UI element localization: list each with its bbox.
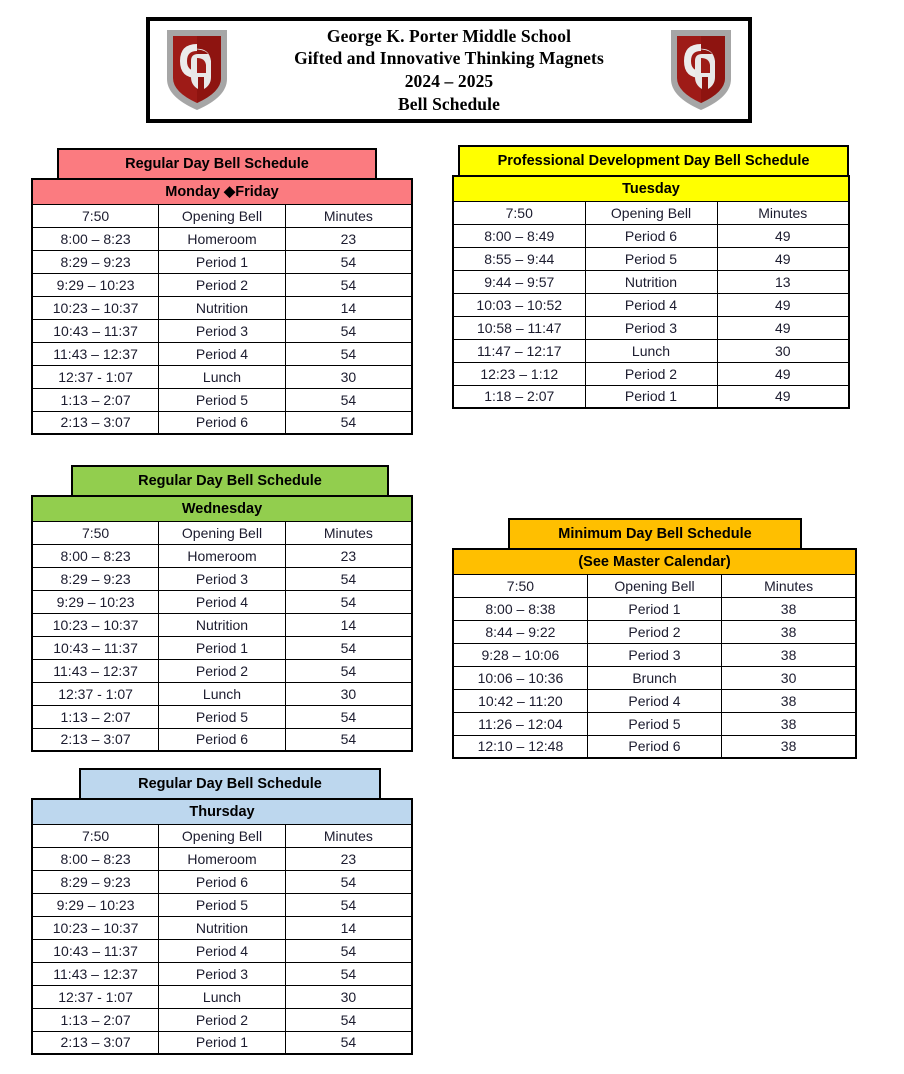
cell-event: Period 5 xyxy=(159,705,286,728)
cell-event: Lunch xyxy=(159,365,286,388)
table-row xyxy=(32,682,412,705)
cell-minutes: 54 xyxy=(285,705,412,728)
schedule-table-body-minimum-day xyxy=(453,549,856,758)
cell-event: Lunch xyxy=(159,985,286,1008)
cell-time: 8:44 – 9:22 xyxy=(453,620,587,643)
table-row xyxy=(453,597,856,620)
school-header-banner xyxy=(146,17,752,123)
column-header-minutes: Minutes xyxy=(722,574,856,597)
table-row xyxy=(32,1031,412,1054)
schedule-table-thursday xyxy=(31,798,413,1055)
table-row xyxy=(453,385,849,408)
schedule-table-body-tuesday xyxy=(453,176,849,408)
cell-minutes: 54 xyxy=(285,893,412,916)
cell-event: Nutrition xyxy=(585,270,717,293)
column-header-row xyxy=(32,204,412,227)
schedule-banner-monday-friday: Regular Day Bell Schedule xyxy=(57,148,377,178)
cell-event: Period 2 xyxy=(585,362,717,385)
schedule-banner-thursday: Regular Day Bell Schedule xyxy=(79,768,381,798)
cell-minutes: 54 xyxy=(285,1031,412,1054)
cell-event: Period 6 xyxy=(587,735,721,758)
cell-time: 9:29 – 10:23 xyxy=(32,273,159,296)
cell-event: Period 6 xyxy=(159,870,286,893)
table-row xyxy=(32,319,412,342)
table-row xyxy=(453,643,856,666)
title-line-4: Bell Schedule xyxy=(398,93,500,114)
table-row xyxy=(32,1008,412,1031)
cell-event: Period 1 xyxy=(159,250,286,273)
day-label-minimum-day: (See Master Calendar) xyxy=(453,549,856,574)
title-line-2: Gifted and Innovative Thinking Magnets xyxy=(294,48,604,69)
cell-event: Period 4 xyxy=(159,939,286,962)
cell-time: 10:03 – 10:52 xyxy=(453,293,585,316)
column-header-event: Opening Bell xyxy=(159,204,286,227)
title-line-1: George K. Porter Middle School xyxy=(326,25,572,46)
table-row xyxy=(453,620,856,643)
schedule-table-body-monday-friday xyxy=(32,179,412,434)
title-line-3: 2024 – 2025 xyxy=(404,71,494,91)
schedule-block-tuesday xyxy=(452,145,850,409)
cell-minutes: 54 xyxy=(285,939,412,962)
cell-minutes: 30 xyxy=(285,365,412,388)
cell-event: Period 3 xyxy=(587,643,721,666)
table-row xyxy=(32,636,412,659)
cell-event: Period 2 xyxy=(159,659,286,682)
cell-time: 10:58 – 11:47 xyxy=(453,316,585,339)
day-header-row xyxy=(32,799,412,824)
cell-minutes: 54 xyxy=(285,636,412,659)
table-row xyxy=(32,705,412,728)
cell-event: Period 5 xyxy=(159,388,286,411)
cell-time: 10:23 – 10:37 xyxy=(32,613,159,636)
cell-event: Lunch xyxy=(585,339,717,362)
cell-time: 1:13 – 2:07 xyxy=(32,705,159,728)
cell-minutes: 49 xyxy=(717,247,849,270)
column-header-minutes: Minutes xyxy=(285,521,412,544)
cell-minutes: 54 xyxy=(285,1008,412,1031)
cell-event: Homeroom xyxy=(159,847,286,870)
cell-event: Period 6 xyxy=(159,411,286,434)
cell-time: 8:00 – 8:23 xyxy=(32,227,159,250)
cell-event: Period 4 xyxy=(587,689,721,712)
cell-time: 9:29 – 10:23 xyxy=(32,590,159,613)
cell-event: Period 5 xyxy=(159,893,286,916)
table-row xyxy=(453,247,849,270)
cell-minutes: 54 xyxy=(285,388,412,411)
cell-minutes: 54 xyxy=(285,411,412,434)
table-row xyxy=(32,847,412,870)
table-row xyxy=(453,712,856,735)
cell-minutes: 23 xyxy=(285,227,412,250)
cell-minutes: 49 xyxy=(717,316,849,339)
cell-event: Brunch xyxy=(587,666,721,689)
cell-time: 8:00 – 8:23 xyxy=(32,544,159,567)
cell-time: 1:13 – 2:07 xyxy=(32,388,159,411)
schedule-block-thursday xyxy=(31,768,413,1055)
cell-minutes: 49 xyxy=(717,293,849,316)
column-header-minutes: Minutes xyxy=(717,201,849,224)
cell-event: Period 1 xyxy=(587,597,721,620)
cell-minutes: 49 xyxy=(717,385,849,408)
cell-time: 12:37 - 1:07 xyxy=(32,365,159,388)
cell-minutes: 38 xyxy=(722,620,856,643)
cell-time: 2:13 – 3:07 xyxy=(32,411,159,434)
cell-minutes: 23 xyxy=(285,847,412,870)
cell-time: 10:06 – 10:36 xyxy=(453,666,587,689)
table-row xyxy=(32,939,412,962)
table-row xyxy=(32,567,412,590)
table-row xyxy=(453,270,849,293)
column-header-time: 7:50 xyxy=(32,521,159,544)
column-header-row xyxy=(32,521,412,544)
table-row xyxy=(32,388,412,411)
column-header-time: 7:50 xyxy=(32,204,159,227)
column-header-time: 7:50 xyxy=(453,574,587,597)
cell-time: 12:10 – 12:48 xyxy=(453,735,587,758)
cell-time: 8:00 – 8:38 xyxy=(453,597,587,620)
column-header-minutes: Minutes xyxy=(285,204,412,227)
table-row xyxy=(32,411,412,434)
cell-time: 8:00 – 8:49 xyxy=(453,224,585,247)
cell-time: 1:13 – 2:07 xyxy=(32,1008,159,1031)
cell-event: Period 1 xyxy=(159,636,286,659)
day-header-row xyxy=(453,176,849,201)
table-row xyxy=(453,362,849,385)
table-row xyxy=(32,227,412,250)
cell-time: 10:43 – 11:37 xyxy=(32,319,159,342)
cell-minutes: 54 xyxy=(285,659,412,682)
cell-time: 8:55 – 9:44 xyxy=(453,247,585,270)
column-header-time: 7:50 xyxy=(453,201,585,224)
cell-event: Period 6 xyxy=(585,224,717,247)
cell-time: 10:43 – 11:37 xyxy=(32,939,159,962)
day-label-monday-friday: Monday ◆Friday xyxy=(32,179,412,204)
cell-time: 2:13 – 3:07 xyxy=(32,728,159,751)
column-header-event: Opening Bell xyxy=(159,824,286,847)
schedule-block-wednesday xyxy=(31,465,413,752)
cell-minutes: 38 xyxy=(722,712,856,735)
cell-minutes: 23 xyxy=(285,544,412,567)
cell-event: Homeroom xyxy=(159,544,286,567)
day-label-tuesday: Tuesday xyxy=(453,176,849,201)
day-header-row xyxy=(453,549,856,574)
table-row xyxy=(32,544,412,567)
column-header-minutes: Minutes xyxy=(285,824,412,847)
schedule-block-minimum-day xyxy=(452,518,857,759)
cell-minutes: 54 xyxy=(285,590,412,613)
cell-event: Period 2 xyxy=(587,620,721,643)
table-row xyxy=(32,250,412,273)
table-row xyxy=(453,224,849,247)
cell-event: Nutrition xyxy=(159,613,286,636)
cell-time: 8:00 – 8:23 xyxy=(32,847,159,870)
table-row xyxy=(32,296,412,319)
day-label-thursday: Thursday xyxy=(32,799,412,824)
cell-time: 9:29 – 10:23 xyxy=(32,893,159,916)
cell-time: 10:23 – 10:37 xyxy=(32,296,159,319)
cell-event: Period 2 xyxy=(159,273,286,296)
cell-time: 12:37 - 1:07 xyxy=(32,985,159,1008)
schedule-banner-minimum-day: Minimum Day Bell Schedule xyxy=(508,518,802,548)
day-label-wednesday: Wednesday xyxy=(32,496,412,521)
table-row xyxy=(32,365,412,388)
table-row xyxy=(32,590,412,613)
cell-minutes: 54 xyxy=(285,319,412,342)
cell-minutes: 54 xyxy=(285,342,412,365)
table-row xyxy=(32,916,412,939)
cell-time: 11:26 – 12:04 xyxy=(453,712,587,735)
schedule-table-minimum-day xyxy=(452,548,857,759)
cell-event: Period 4 xyxy=(585,293,717,316)
cell-minutes: 54 xyxy=(285,567,412,590)
table-row xyxy=(453,689,856,712)
cell-minutes: 38 xyxy=(722,643,856,666)
table-row xyxy=(32,985,412,1008)
schedule-table-body-thursday xyxy=(32,799,412,1054)
cell-event: Period 3 xyxy=(585,316,717,339)
table-row xyxy=(453,735,856,758)
cell-minutes: 30 xyxy=(285,985,412,1008)
column-header-row xyxy=(32,824,412,847)
cell-time: 11:47 – 12:17 xyxy=(453,339,585,362)
table-row xyxy=(453,339,849,362)
column-header-row xyxy=(453,574,856,597)
cell-time: 9:44 – 9:57 xyxy=(453,270,585,293)
table-row xyxy=(32,273,412,296)
cell-minutes: 54 xyxy=(285,870,412,893)
cell-minutes: 49 xyxy=(717,362,849,385)
cell-time: 10:42 – 11:20 xyxy=(453,689,587,712)
cell-event: Nutrition xyxy=(159,916,286,939)
column-header-event: Opening Bell xyxy=(159,521,286,544)
cell-minutes: 38 xyxy=(722,735,856,758)
cell-minutes: 14 xyxy=(285,613,412,636)
schedule-table-monday-friday xyxy=(31,178,413,435)
page-title xyxy=(230,25,668,116)
table-row xyxy=(453,293,849,316)
table-row xyxy=(32,962,412,985)
table-row xyxy=(32,659,412,682)
schedule-table-tuesday xyxy=(452,175,850,409)
schedule-banner-wednesday: Regular Day Bell Schedule xyxy=(71,465,389,495)
cell-minutes: 30 xyxy=(285,682,412,705)
cell-minutes: 49 xyxy=(717,224,849,247)
cell-time: 11:43 – 12:37 xyxy=(32,659,159,682)
table-row xyxy=(32,728,412,751)
column-header-event: Opening Bell xyxy=(587,574,721,597)
cell-time: 8:29 – 9:23 xyxy=(32,567,159,590)
column-header-time: 7:50 xyxy=(32,824,159,847)
cell-minutes: 54 xyxy=(285,728,412,751)
cell-minutes: 54 xyxy=(285,250,412,273)
cell-event: Period 1 xyxy=(585,385,717,408)
cell-event: Period 5 xyxy=(585,247,717,270)
cell-minutes: 54 xyxy=(285,273,412,296)
cell-event: Lunch xyxy=(159,682,286,705)
spartan-shield-crest-icon-left xyxy=(164,27,230,113)
cell-minutes: 30 xyxy=(722,666,856,689)
cell-event: Period 3 xyxy=(159,567,286,590)
cell-event: Homeroom xyxy=(159,227,286,250)
spartan-shield-crest-icon-right xyxy=(668,27,734,113)
table-row xyxy=(32,613,412,636)
cell-time: 8:29 – 9:23 xyxy=(32,250,159,273)
column-header-row xyxy=(453,201,849,224)
table-row xyxy=(453,666,856,689)
schedule-table-wednesday xyxy=(31,495,413,752)
schedule-block-monday-friday xyxy=(31,148,413,435)
cell-minutes: 38 xyxy=(722,689,856,712)
cell-time: 12:37 - 1:07 xyxy=(32,682,159,705)
cell-time: 2:13 – 3:07 xyxy=(32,1031,159,1054)
day-header-row xyxy=(32,179,412,204)
cell-event: Period 1 xyxy=(159,1031,286,1054)
cell-time: 10:43 – 11:37 xyxy=(32,636,159,659)
cell-event: Period 4 xyxy=(159,342,286,365)
cell-time: 1:18 – 2:07 xyxy=(453,385,585,408)
cell-event: Period 2 xyxy=(159,1008,286,1031)
cell-minutes: 14 xyxy=(285,916,412,939)
table-row xyxy=(453,316,849,339)
day-header-row xyxy=(32,496,412,521)
cell-event: Period 6 xyxy=(159,728,286,751)
cell-minutes: 14 xyxy=(285,296,412,319)
table-row xyxy=(32,870,412,893)
cell-time: 10:23 – 10:37 xyxy=(32,916,159,939)
cell-time: 12:23 – 1:12 xyxy=(453,362,585,385)
cell-event: Nutrition xyxy=(159,296,286,319)
cell-event: Period 4 xyxy=(159,590,286,613)
cell-minutes: 38 xyxy=(722,597,856,620)
cell-minutes: 13 xyxy=(717,270,849,293)
column-header-event: Opening Bell xyxy=(585,201,717,224)
schedule-table-body-wednesday xyxy=(32,496,412,751)
cell-event: Period 5 xyxy=(587,712,721,735)
cell-time: 8:29 – 9:23 xyxy=(32,870,159,893)
cell-time: 9:28 – 10:06 xyxy=(453,643,587,666)
schedule-banner-tuesday: Professional Development Day Bell Schedule xyxy=(458,145,849,175)
cell-minutes: 30 xyxy=(717,339,849,362)
cell-event: Period 3 xyxy=(159,962,286,985)
table-row xyxy=(32,342,412,365)
table-row xyxy=(32,893,412,916)
cell-time: 11:43 – 12:37 xyxy=(32,342,159,365)
cell-event: Period 3 xyxy=(159,319,286,342)
cell-minutes: 54 xyxy=(285,962,412,985)
cell-time: 11:43 – 12:37 xyxy=(32,962,159,985)
